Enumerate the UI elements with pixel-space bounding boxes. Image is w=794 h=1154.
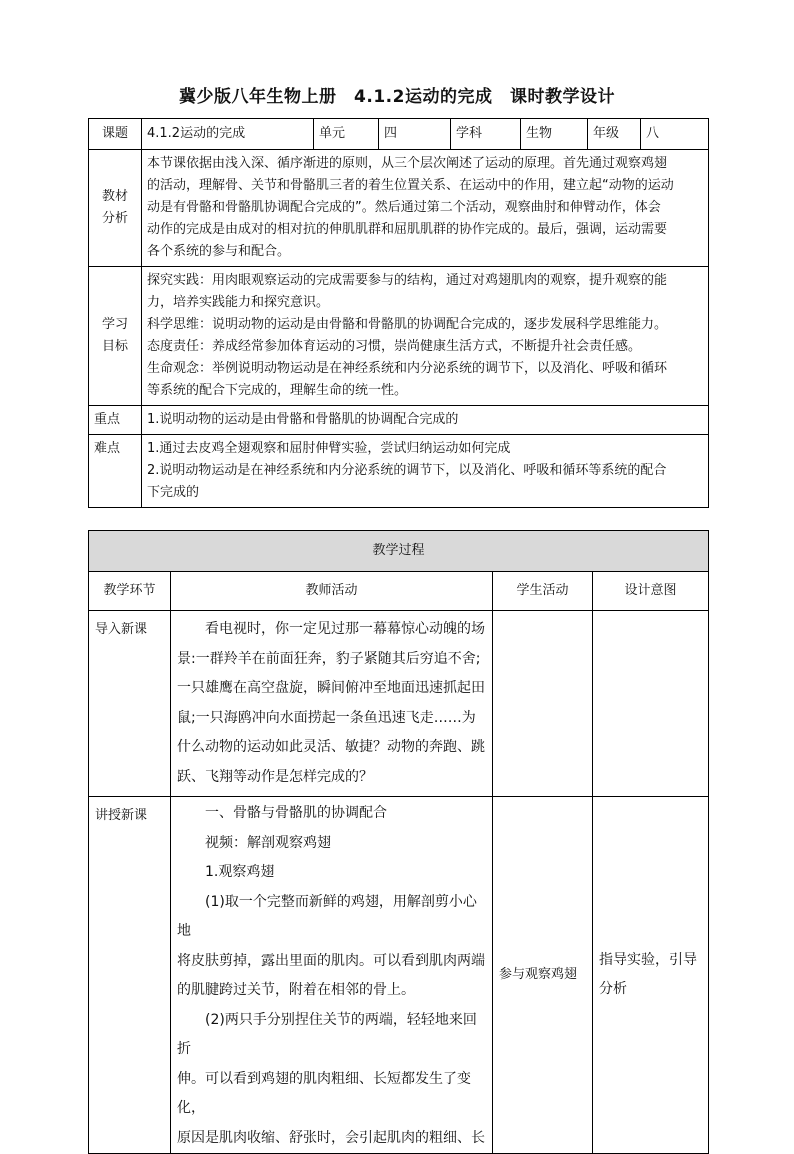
col-stage: 教学环节	[89, 572, 171, 611]
grade-label: 年级	[588, 119, 641, 150]
textbook-analysis-label: 教材 分析	[89, 150, 142, 267]
subject-value: 生物	[521, 119, 588, 150]
learning-goals-label: 学习 目标	[89, 267, 142, 406]
col-student: 学生活动	[493, 572, 593, 611]
intro-teacher-activity: 看电视时，你一定见过那一幕幕惊心动魄的场 景:一群羚羊在前面狂奔，豹子紧随其后穷追不舍; 一只雄鹰在高空盘旋，瞬间俯冲至地面迅速抓起田 鼠;一只海鸥冲向水面捞起一条鱼迅速飞走……为 什么动物的运动如此灵活、敏捷？动物的奔跑、跳 跃、飞翔等动作是怎样完成的？	[171, 611, 493, 797]
textbook-analysis-row	[89, 150, 709, 267]
new-lesson-student-activity: 参与观察鸡翅	[493, 797, 593, 1154]
subject-label: 学科	[451, 119, 521, 150]
difficulty-text: 1.通过去皮鸡全翅观察和屈肘伸臂实验，尝试归纳运动如何完成 2.说明动物运动是在神经系统和内分泌系统的调节下，以及消化、呼吸和循环等系统的配合 下完成的	[142, 435, 709, 508]
intro-design-intent	[593, 611, 709, 797]
teaching-process-table	[88, 530, 709, 1154]
difficulty-row	[89, 435, 709, 508]
new-lesson-teacher-activity: 一、骨骼与骨骼肌的协调配合 视频：解剖观察鸡翅 1.观察鸡翅 (1)取一个完整而新鲜的鸡翅，用解剖剪小心地 将皮肤剪掉，露出里面的肌肉。可以看到肌肉两端 的肌腱跨过关节，附着在相邻的骨上。 (2)两只手分别捏住关节的两端，轻轻地来回折 伸。可以看到鸡翅的肌肉粗细、长短都发生了变化， 原因是肌肉收缩、舒张时，会引起肌肉的粗细、长	[171, 797, 493, 1154]
teaching-process-header: 教学过程	[89, 531, 709, 572]
unit-value: 四	[379, 119, 451, 150]
intro-row	[89, 611, 709, 797]
textbook-analysis-text: 本节课依据由浅入深、循序渐进的原则，从三个层次阐述了运动的原理。首先通过观察鸡翅 的活动，理解骨、关节和骨骼肌三者的着生位置关系、在运动中的作用，建立起“动物的运动 动是有骨骼和骨骼肌协调配合完成的”。然后通过第二个活动，观察曲肘和伸臂动作，体会 动作的完成是由成对的相对抗的伸肌肌群和屈肌肌群的协作完成的。最后，强调，运动需要 各个系统的参与和配合。	[142, 150, 709, 267]
learning-goals-text: 探究实践：用肉眼观察运动的完成需要参与的结构，通过对鸡翅肌肉的观察，提升观察的能 力，培养实践能力和探究意识。 科学思维：说明动物的运动是由骨骼和骨骼肌的协调配合完成的，逐步发展科学思维能力。 态度责任：养成经常参加体育运动的习惯，崇尚健康生活方式，不断提升社会责任感。 生命观念：举例说明动物运动是在神经系统和内分泌系统的调节下，以及消化、呼吸和循环 等系统的配合下完成的，理解生命的统一性。	[142, 267, 709, 406]
course-value: 4.1.2运动的完成	[142, 119, 314, 150]
process-column-headers	[89, 572, 709, 611]
key-point-row	[89, 406, 709, 435]
new-lesson-design-intent: 指导实验，引导 分析	[593, 797, 709, 1154]
difficulty-label: 难点	[89, 435, 142, 508]
unit-label: 单元	[314, 119, 379, 150]
col-teacher: 教师活动	[171, 572, 493, 611]
intro-stage: 导入新课	[89, 611, 171, 797]
section-heading: 一、骨骼与骨骼肌的协调配合	[205, 805, 387, 821]
course-row	[89, 119, 709, 150]
course-label: 课题	[89, 119, 142, 150]
learning-goals-row	[89, 267, 709, 406]
new-lesson-stage: 讲授新课	[89, 797, 171, 1154]
new-lesson-row	[89, 797, 709, 1154]
key-point-label: 重点	[89, 406, 142, 435]
page-title: 冀少版八年生物上册 4.1.2运动的完成 课时教学设计	[179, 87, 615, 107]
col-intent: 设计意图	[593, 572, 709, 611]
lesson-info-table	[88, 118, 709, 508]
key-point-text: 1.说明动物的运动是由骨骼和骨骼肌的协调配合完成的	[142, 406, 709, 435]
intro-student-activity	[493, 611, 593, 797]
grade-value: 八	[641, 119, 709, 150]
